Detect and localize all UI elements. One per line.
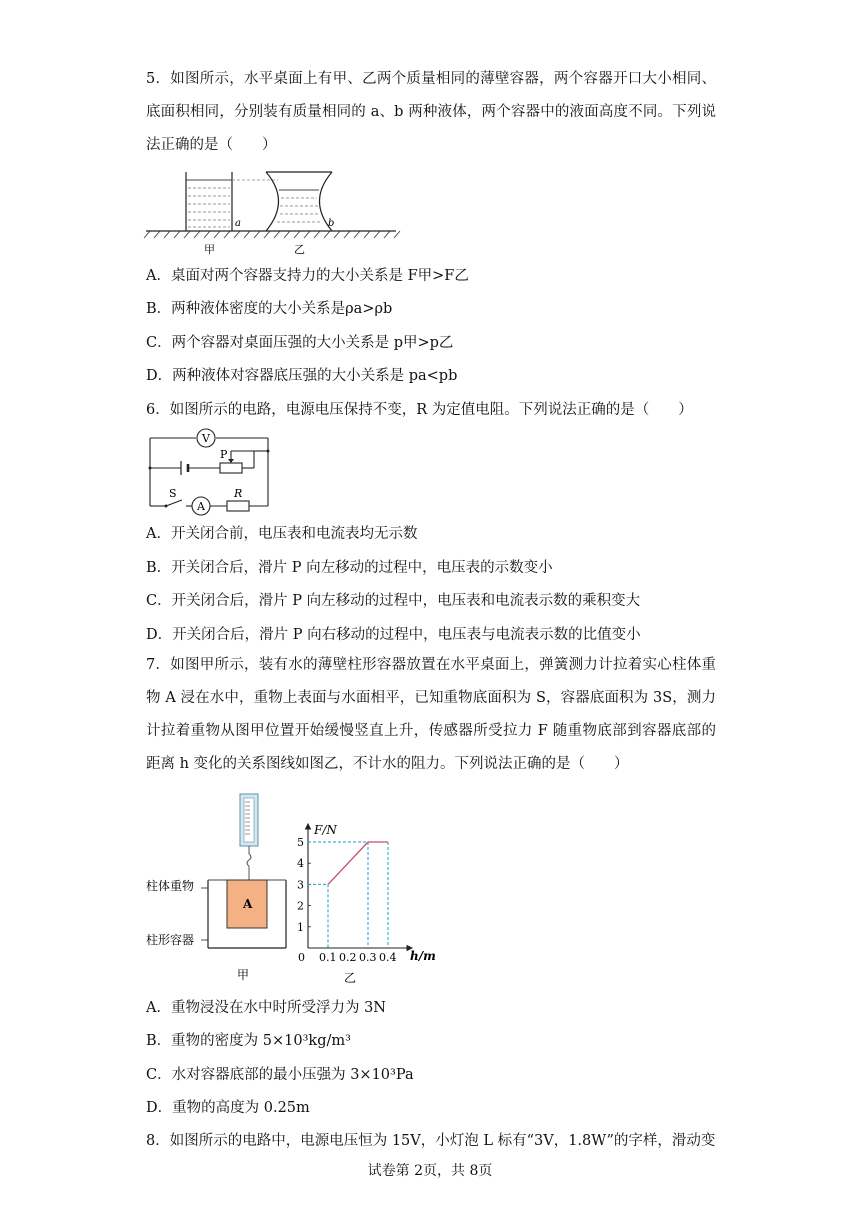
x-tick-label: 0.4 <box>379 951 397 964</box>
label-jia: 甲 <box>204 243 215 256</box>
resistor-r-label: R <box>234 487 243 500</box>
figure-yi-label: 乙 <box>344 971 357 985</box>
q7-chart <box>297 820 440 985</box>
switch-s-label: S <box>169 487 177 500</box>
label-a: a <box>235 218 241 229</box>
q7-stem: 7．如图甲所示，装有水的薄壁柱形容器放置在水平桌面上，弹簧测力计拉着实心柱体重物 A 浸在水中，重物上表面与水面相平，已知重物底面积为 S，容器底面积为 3S，测力计拉着重物从图甲位置开始缓慢竖直上升，传感器所受拉力 F 随重物底部到容器底部的距离 h 变化的关系图线如图乙，不计水的阻力。下列说法正确的是（ ） <box>146 657 716 772</box>
q6-circuit <box>146 424 276 516</box>
q6-stem: 6．如图所示的电路，电源电压保持不变，R 为定值电阻。下列说法正确的是（ ） <box>146 402 693 418</box>
page-footer: 试卷第 2页，共 8页 <box>367 1163 493 1179</box>
q7-option-b: B．重物的密度为 5×10³kg/m³ <box>146 1033 351 1049</box>
weight-label: 柱体重物 <box>146 879 195 893</box>
y-tick-label: 3 <box>297 878 304 892</box>
q6-option-b: B．开关闭合后，滑片 P 向左移动的过程中，电压表的示数变小 <box>146 560 553 576</box>
q7-option-c: C．水对容器底部的最小压强为 3×10³Pa <box>146 1067 414 1083</box>
y-tick-label: 5 <box>297 836 304 849</box>
slider-p-label: P <box>220 448 228 461</box>
container-label: 柱形容器 <box>146 933 195 947</box>
q8-stem: 8．如图所示的电路中，电源电压恒为 15V，小灯泡 L 标有“3V，1.8W”的字样，滑动变 <box>146 1133 716 1149</box>
x-tick-label: 0.1 <box>319 951 337 964</box>
y-tick-label: 1 <box>297 920 304 934</box>
figure-jia-label: 甲 <box>237 968 250 982</box>
q5-option-d: D．两种液体对容器底压强的大小关系是 pa<pb <box>146 368 458 384</box>
y-tick-label: 2 <box>297 899 304 913</box>
voltmeter-label: V <box>202 432 210 445</box>
ammeter-label: A <box>197 500 205 513</box>
q6-option-c: C．开关闭合后，滑片 P 向左移动的过程中，电压表和电流表示数的乘积变大 <box>146 593 641 609</box>
q5-option-a: A．桌面对两个容器支持力的大小关系是 F甲>F乙 <box>146 268 469 284</box>
label-b: b <box>328 218 335 229</box>
q5-option-b: B．两种液体密度的大小关系是ρa>ρb <box>146 301 393 317</box>
q6-option-d: D．开关闭合后，滑片 P 向右移动的过程中，电压表与电流表示数的比值变小 <box>146 627 641 643</box>
container-jia <box>186 172 232 231</box>
q5-figure <box>146 164 396 258</box>
y-tick-label: 4 <box>297 857 304 871</box>
f-h-segment <box>328 842 368 884</box>
x-tick-label: 0.3 <box>359 951 377 964</box>
q5-stem: 5．如图所示，水平桌面上有甲、乙两个质量相同的薄壁容器，两个容器开口大小相同、底面积相同，分别装有质量相同的 a、b 两种液体，两个容器中的液面高度不同。下列说法正确的是（ ） <box>146 71 716 153</box>
q5-option-c: C．两个容器对桌面压强的大小关系是 p甲>p乙 <box>146 335 454 351</box>
label-yi: 乙 <box>294 243 305 256</box>
origin-label: 0 <box>298 951 305 964</box>
x-axis-label: h/m <box>410 949 436 963</box>
y-axis-label: F/N <box>314 823 337 837</box>
x-tick-label: 0.2 <box>339 951 357 964</box>
q7-option-a: A．重物浸没在水中时所受浮力为 3N <box>146 1000 386 1016</box>
block-a-label: A <box>243 897 253 911</box>
q7-option-d: D．重物的高度为 0.25m <box>146 1100 310 1116</box>
q7-figure-jia <box>146 790 296 985</box>
q6-option-a: A．开关闭合前，电压表和电流表均无示数 <box>146 526 418 542</box>
